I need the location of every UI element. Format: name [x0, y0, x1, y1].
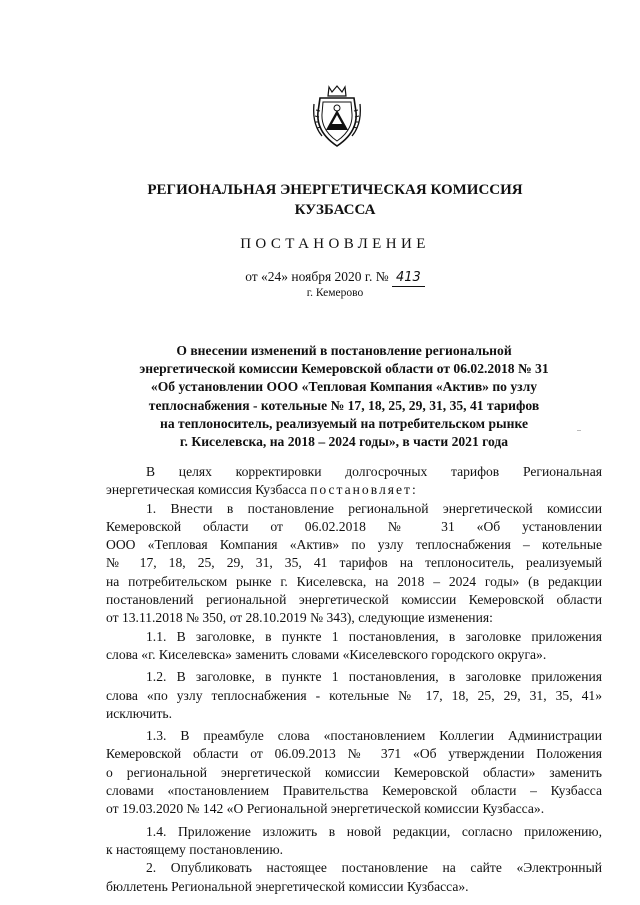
body-line: № 17, 18, 25, 29, 31, 35, 41 тарифов на теплоноситель, реализуемый: [106, 555, 602, 571]
decree-body: [106, 463, 602, 896]
date-number-line: [100, 268, 570, 287]
coat-of-arms-emblem: [312, 84, 362, 150]
title-line: энергетической комиссии Кемеровской области от 06.02.2018 № 31: [139, 361, 549, 377]
body-line: Кемеровской области от 06.02.2018 № 31 «Об установлении: [106, 518, 602, 534]
body-line: от 19.03.2020 № 142 «О Региональной энергетической комиссии Кузбасса».: [106, 801, 545, 817]
org-line-2: КУЗБАССА: [294, 202, 376, 218]
title-line: О внесении изменений в постановление региональной: [176, 343, 512, 358]
body-line: [106, 481, 602, 499]
body-line: исключить.: [106, 705, 172, 721]
scan-mark: [577, 430, 581, 431]
body-line: от 13.11.2018 № 350, от 28.10.2019 № 343), следующие изменения:: [106, 610, 493, 626]
body-line: Кемеровской области от 06.09.2013 № 371 «Об утверждении Положения: [106, 746, 602, 762]
body-line: 1.1. В заголовке, в пункте 1 постановления, в заголовке приложения: [146, 628, 602, 644]
operative-word: постановляет:: [310, 482, 418, 498]
body-line: слова «по узлу теплоснабжения - котельные № 17, 18, 25, 29, 31, 35, 41»: [106, 687, 602, 703]
decree-date: от «24» ноября 2020 г. №: [245, 269, 389, 284]
body-line: бюллетень Региональной энергетической комиссии Кузбасса».: [106, 878, 469, 894]
document-type: ПОСТАНОВЛЕНИЕ: [240, 236, 430, 252]
body-line: слова «г. Киселевска» заменить словами «Киселевского городского округа».: [106, 646, 547, 662]
decree-number: 413: [392, 269, 425, 287]
body-line: к настоящему постановлению.: [106, 841, 284, 857]
body-line: постановлений региональной энергетической комиссии Кемеровской области: [106, 592, 602, 608]
city: г. Кемерово: [306, 287, 364, 299]
title-line: «Об установлении ООО «Тепловая Компания «Актив» по узлу: [150, 379, 538, 395]
intro-text: энергетическая комиссия Кузбасса: [106, 482, 307, 498]
org-line-1: РЕГИОНАЛЬНАЯ ЭНЕРГЕТИЧЕСКАЯ КОМИССИЯ: [147, 182, 523, 198]
body-line: о региональной энергетической комиссии Кемеровской области» заменить: [106, 764, 602, 780]
body-line: 2. Опубликовать настоящее постановление на сайте «Электронный: [146, 860, 602, 876]
issuing-authority: [100, 180, 570, 220]
body-line: на потребительском рынке г. Киселевска, на 2018 – 2024 годы» (в редакции: [106, 573, 602, 589]
decree-title: [104, 342, 584, 451]
body-line: 1.2. В заголовке, в пункте 1 постановления, в заголовке приложения: [146, 669, 602, 685]
body-line: В целях корректировки долгосрочных тарифов Региональная: [146, 464, 602, 479]
body-line: ООО «Тепловая Компания «Актив» по узлу теплоснабжения – котельные: [106, 537, 602, 553]
title-line: г. Киселевска, на 2018 – 2024 годы», в части 2021 года: [179, 434, 509, 450]
body-line: 1. Внести в постановление региональной энергетической комиссии: [146, 500, 602, 516]
body-line: 1.4. Приложение изложить в новой редакции, согласно приложению,: [146, 823, 602, 839]
title-line: теплоснабжения - котельные № 17, 18, 25, 29, 31, 35, 41 тарифов: [148, 397, 540, 413]
body-line: 1.3. В преамбуле слова «постановлением Коллегии Администрации: [146, 728, 602, 744]
title-line: на теплоноситель, реализуемый на потребительском рынке: [160, 415, 528, 431]
body-line: словами «постановлением Правительства Кемеровской области – Кузбасса: [106, 783, 602, 799]
